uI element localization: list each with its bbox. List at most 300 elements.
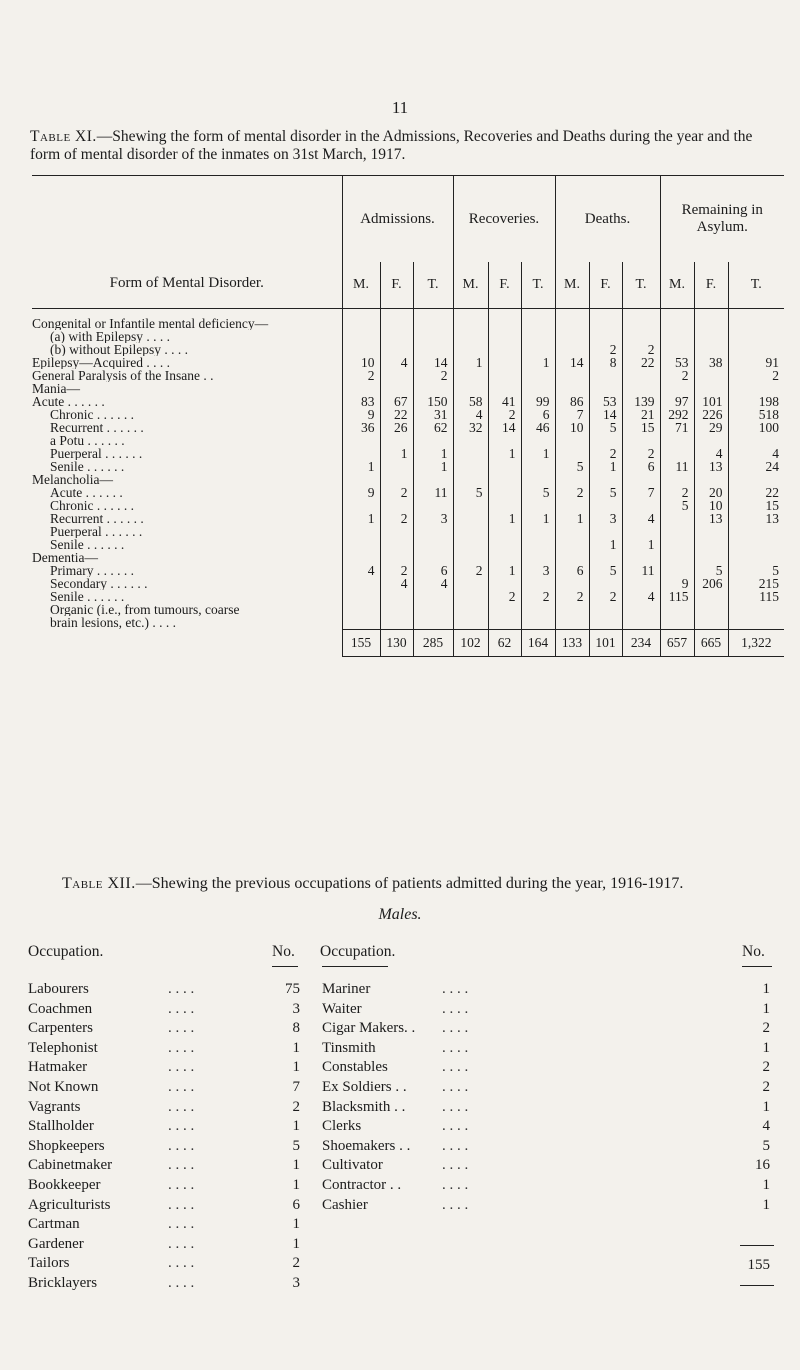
table-cell: 5 bbox=[728, 564, 784, 577]
table-cell bbox=[521, 603, 555, 616]
table-cell bbox=[342, 577, 380, 590]
table-cell bbox=[589, 551, 622, 564]
table-row bbox=[32, 473, 784, 486]
table-cell bbox=[589, 434, 622, 447]
table-cell bbox=[521, 460, 555, 473]
table-row bbox=[32, 512, 784, 525]
table-cell bbox=[380, 309, 413, 331]
occupation-total: 155 bbox=[747, 1257, 770, 1273]
table-cell bbox=[589, 309, 622, 331]
total-cell: 155 bbox=[342, 630, 380, 657]
occupation-count: 2 bbox=[762, 1078, 770, 1095]
table-cell: 5 bbox=[589, 486, 622, 499]
table-cell bbox=[589, 473, 622, 486]
table-cell bbox=[660, 512, 694, 525]
table-cell: 31 bbox=[413, 408, 453, 421]
table-cell bbox=[728, 538, 784, 551]
table-cell: 2 bbox=[555, 590, 589, 603]
table-cell bbox=[728, 330, 784, 343]
row-label: Primary . . . . . . bbox=[50, 564, 134, 577]
subheader-t: T. bbox=[521, 262, 555, 309]
table-cell: 14 bbox=[555, 356, 589, 369]
table-cell bbox=[488, 369, 521, 382]
no-header-left: No. bbox=[272, 943, 295, 960]
row-label: Chronic . . . . . . bbox=[50, 408, 134, 421]
table-cell bbox=[413, 309, 453, 331]
occupation-name: Cigar Makers. . bbox=[322, 1020, 416, 1037]
table-cell bbox=[453, 603, 488, 616]
table-cell bbox=[488, 486, 521, 499]
table-cell: 1 bbox=[555, 512, 589, 525]
table-cell: 4 bbox=[380, 577, 413, 590]
table-cell bbox=[380, 460, 413, 473]
table-cell: 4 bbox=[453, 408, 488, 421]
row-label: Congenital or Infantile mental deficiency— bbox=[32, 316, 269, 330]
table-cell bbox=[380, 590, 413, 603]
table-cell bbox=[413, 603, 453, 616]
occupation-name: Ex Soldiers . . bbox=[322, 1078, 407, 1095]
row-label: Acute . . . . . . bbox=[50, 486, 123, 499]
total-rule-bottom bbox=[740, 1285, 774, 1286]
table-cell bbox=[728, 309, 784, 331]
occupation-count: 2 bbox=[292, 1255, 300, 1272]
table-row bbox=[32, 538, 784, 551]
table-cell bbox=[555, 616, 589, 630]
table-cell bbox=[488, 616, 521, 630]
table-cell bbox=[660, 309, 694, 331]
row-label: Senile . . . . . . bbox=[50, 590, 125, 603]
occupation-count: 2 bbox=[292, 1098, 300, 1115]
table-cell bbox=[342, 434, 380, 447]
list-item bbox=[322, 1098, 770, 1118]
table-row bbox=[32, 421, 784, 434]
table-cell bbox=[342, 616, 380, 630]
table-cell bbox=[589, 369, 622, 382]
table-cell bbox=[589, 499, 622, 512]
table-cell bbox=[521, 551, 555, 564]
table-xii-caption bbox=[62, 875, 782, 893]
table-cell bbox=[694, 616, 728, 630]
table-cell: 1 bbox=[521, 447, 555, 460]
row-label: Puerperal . . . . . . bbox=[50, 447, 143, 460]
total-cell: 130 bbox=[380, 630, 413, 657]
total-cell: 285 bbox=[413, 630, 453, 657]
table-row bbox=[32, 330, 784, 343]
occupation-count: 75 bbox=[285, 981, 300, 997]
table-cell: 2 bbox=[660, 369, 694, 382]
page-number: 11 bbox=[391, 98, 409, 117]
table-cell bbox=[555, 551, 589, 564]
table-cell: 6 bbox=[413, 564, 453, 577]
table-cell bbox=[694, 369, 728, 382]
table-cell: 53 bbox=[589, 395, 622, 408]
table-cell: 1 bbox=[622, 538, 660, 551]
table-cell bbox=[380, 369, 413, 382]
occupation-count: 1 bbox=[292, 1039, 300, 1056]
table-cell: 2 bbox=[380, 486, 413, 499]
no-rule-left bbox=[272, 966, 298, 967]
list-item bbox=[28, 1137, 300, 1157]
table-cell: 1 bbox=[589, 538, 622, 551]
table-cell bbox=[622, 369, 660, 382]
table-cell bbox=[380, 603, 413, 616]
table-cell: 14 bbox=[488, 421, 521, 434]
table-cell: 3 bbox=[589, 512, 622, 525]
table-cell: 2 bbox=[589, 447, 622, 460]
table-cell bbox=[589, 525, 622, 538]
table-xi bbox=[32, 175, 784, 657]
table-cell bbox=[488, 499, 521, 512]
table-cell bbox=[555, 309, 589, 331]
table-cell: 4 bbox=[342, 564, 380, 577]
leader-dots: . . . . bbox=[168, 1196, 195, 1213]
table-row bbox=[32, 564, 784, 577]
table-cell bbox=[555, 447, 589, 460]
table-cell bbox=[488, 460, 521, 473]
leader-dots: . . . . bbox=[442, 1176, 469, 1193]
table-cell: 1 bbox=[413, 460, 453, 473]
table-cell: 1 bbox=[521, 512, 555, 525]
table-cell bbox=[660, 525, 694, 538]
table-cell: 62 bbox=[413, 421, 453, 434]
table-cell: 26 bbox=[380, 421, 413, 434]
table-cell: 9 bbox=[342, 486, 380, 499]
table-cell: 1 bbox=[413, 447, 453, 460]
table-cell bbox=[453, 447, 488, 460]
table-cell: 22 bbox=[728, 486, 784, 499]
table-cell bbox=[728, 525, 784, 538]
table-row bbox=[32, 486, 784, 499]
table-cell: 215 bbox=[728, 577, 784, 590]
row-label: Recurrent . . . . . . bbox=[50, 512, 144, 525]
table-cell: 83 bbox=[342, 395, 380, 408]
row-label: (a) with Epilepsy . . . . bbox=[50, 330, 170, 343]
occupation-count: 1 bbox=[762, 1176, 770, 1193]
table-row bbox=[32, 551, 784, 564]
table-cell: 101 bbox=[694, 395, 728, 408]
occupation-count: 1 bbox=[762, 981, 770, 997]
table-cell bbox=[488, 551, 521, 564]
occupation-count: 1 bbox=[762, 1196, 770, 1213]
row-label: General Paralysis of the Insane . . bbox=[32, 369, 214, 382]
males-subtitle: Males. bbox=[378, 906, 422, 923]
table-cell bbox=[453, 473, 488, 486]
row-label: Senile . . . . . . bbox=[50, 460, 125, 473]
table-cell: 22 bbox=[622, 356, 660, 369]
table-cell bbox=[453, 369, 488, 382]
list-item bbox=[28, 1058, 300, 1078]
subheader-m: M. bbox=[660, 262, 694, 309]
list-item bbox=[28, 1274, 300, 1294]
table-cell bbox=[380, 499, 413, 512]
row-label: Chronic . . . . . . bbox=[50, 499, 134, 512]
table-cell: 1 bbox=[342, 460, 380, 473]
table-xii-label: Table XII. bbox=[62, 875, 136, 892]
table-cell: 67 bbox=[380, 395, 413, 408]
total-cell: 657 bbox=[660, 630, 694, 657]
row-label: Puerperal . . . . . . bbox=[50, 525, 143, 538]
occupation-count: 3 bbox=[292, 1000, 300, 1017]
table-cell bbox=[660, 616, 694, 630]
table-cell bbox=[555, 603, 589, 616]
occupation-name: Cartman bbox=[28, 1216, 80, 1233]
table-cell bbox=[380, 538, 413, 551]
table-cell: 2 bbox=[728, 369, 784, 382]
table-cell bbox=[453, 590, 488, 603]
leader-dots: . . . . bbox=[442, 1196, 469, 1213]
list-item bbox=[28, 1117, 300, 1137]
table-cell: 2 bbox=[521, 590, 555, 603]
table-row bbox=[32, 447, 784, 460]
occupation-name: Stallholder bbox=[28, 1118, 94, 1135]
table-cell: 150 bbox=[413, 395, 453, 408]
leader-dots: . . . . bbox=[168, 981, 195, 997]
table-row bbox=[32, 616, 784, 630]
row-label: (b) without Epilepsy . . . . bbox=[50, 343, 188, 356]
occupation-count: 1 bbox=[762, 1000, 770, 1017]
list-item bbox=[28, 1215, 300, 1235]
table-cell bbox=[453, 499, 488, 512]
table-cell: 1 bbox=[342, 512, 380, 525]
occupation-name: Clerks bbox=[322, 1118, 362, 1135]
leader-dots: . . . . bbox=[442, 1039, 469, 1056]
table-cell: 38 bbox=[694, 356, 728, 369]
table-cell: 1 bbox=[488, 564, 521, 577]
table-cell bbox=[694, 434, 728, 447]
subheader-t: T. bbox=[728, 262, 784, 309]
table-cell: 46 bbox=[521, 421, 555, 434]
total-rule-top bbox=[740, 1245, 774, 1246]
no-header-right: No. bbox=[742, 943, 765, 960]
table-cell bbox=[728, 603, 784, 616]
table-cell: 1 bbox=[488, 447, 521, 460]
leader-dots: . . . . bbox=[442, 1059, 469, 1076]
table-cell: 198 bbox=[728, 395, 784, 408]
table-row bbox=[32, 356, 784, 369]
table-cell: 4 bbox=[622, 590, 660, 603]
deaths-header: Deaths. bbox=[555, 176, 660, 263]
occupation-count: 1 bbox=[292, 1059, 300, 1076]
subheader-f: F. bbox=[589, 262, 622, 309]
table-cell: 21 bbox=[622, 408, 660, 421]
table-cell: 115 bbox=[660, 590, 694, 603]
leader-dots: . . . . bbox=[442, 981, 469, 997]
table-cell bbox=[413, 538, 453, 551]
occupation-count: 1 bbox=[292, 1235, 300, 1252]
row-label: a Potu . . . . . . bbox=[50, 434, 125, 447]
occupation-name: Mariner bbox=[322, 981, 371, 997]
admissions-header: Admissions. bbox=[342, 176, 453, 263]
occupation-count: 2 bbox=[762, 1059, 770, 1076]
list-item bbox=[28, 1156, 300, 1176]
table-cell: 2 bbox=[660, 486, 694, 499]
list-item bbox=[322, 1019, 770, 1039]
table-cell bbox=[694, 551, 728, 564]
table-cell: 5 bbox=[453, 486, 488, 499]
table-row bbox=[32, 499, 784, 512]
occupation-count: 1 bbox=[292, 1157, 300, 1174]
leader-dots: . . . . bbox=[442, 1137, 469, 1154]
total-cell: 133 bbox=[555, 630, 589, 657]
table-cell bbox=[413, 525, 453, 538]
occupation-name: Bricklayers bbox=[28, 1274, 98, 1291]
table-cell bbox=[488, 434, 521, 447]
occupation-count: 1 bbox=[292, 1176, 300, 1193]
table-cell: 20 bbox=[694, 486, 728, 499]
table-cell bbox=[453, 525, 488, 538]
table-cell bbox=[521, 369, 555, 382]
leader-dots: . . . . bbox=[168, 1176, 195, 1193]
row-label: Dementia— bbox=[32, 551, 98, 564]
total-cell: 102 bbox=[453, 630, 488, 657]
leader-dots: . . . . bbox=[168, 1118, 195, 1135]
table-row bbox=[32, 382, 784, 395]
table-cell: 6 bbox=[622, 460, 660, 473]
table-cell bbox=[555, 434, 589, 447]
table-cell: 10 bbox=[342, 356, 380, 369]
subheader-t: T. bbox=[622, 262, 660, 309]
table-cell: 32 bbox=[453, 421, 488, 434]
subheader-m: M. bbox=[453, 262, 488, 309]
table-cell: 2 bbox=[589, 590, 622, 603]
list-item bbox=[322, 1176, 770, 1196]
occupation-count: 7 bbox=[292, 1078, 300, 1095]
row-label: Secondary . . . . . . bbox=[50, 577, 148, 590]
table-cell: 2 bbox=[622, 447, 660, 460]
table-row bbox=[32, 525, 784, 538]
occupation-name: Blacksmith . . bbox=[322, 1098, 406, 1115]
table-row bbox=[32, 460, 784, 473]
table-cell: 10 bbox=[555, 421, 589, 434]
table-cell: 1 bbox=[589, 460, 622, 473]
row-label: Acute . . . . . . bbox=[32, 395, 105, 408]
form-of-disorder-header: Form of Mental Disorder. bbox=[32, 176, 342, 309]
table-cell: 2 bbox=[413, 369, 453, 382]
table-cell: 11 bbox=[660, 460, 694, 473]
leader-dots: . . . . bbox=[168, 1255, 195, 1272]
table-cell: 53 bbox=[660, 356, 694, 369]
table-cell bbox=[521, 577, 555, 590]
table-cell: 13 bbox=[728, 512, 784, 525]
table-cell: 15 bbox=[728, 499, 784, 512]
table-cell bbox=[521, 473, 555, 486]
leader-dots: . . . . bbox=[168, 1078, 195, 1095]
list-item bbox=[28, 1235, 300, 1255]
subheader-m: M. bbox=[555, 262, 589, 309]
table-cell bbox=[521, 309, 555, 331]
subheader-m: M. bbox=[342, 262, 380, 309]
list-item bbox=[322, 1117, 770, 1137]
table-cell bbox=[521, 538, 555, 551]
table-row bbox=[32, 590, 784, 603]
total-cell: 665 bbox=[694, 630, 728, 657]
table-cell: 2 bbox=[589, 343, 622, 356]
occupation-count: 5 bbox=[292, 1137, 300, 1154]
table-cell: 1 bbox=[488, 512, 521, 525]
occupation-name: Agriculturists bbox=[28, 1196, 111, 1213]
table-cell bbox=[488, 538, 521, 551]
occupation-count: 1 bbox=[762, 1039, 770, 1056]
total-cell: 101 bbox=[589, 630, 622, 657]
row-label: brain lesions, etc.) . . . . bbox=[50, 616, 176, 630]
table-cell: 518 bbox=[728, 408, 784, 421]
table-cell bbox=[660, 538, 694, 551]
occupation-name: Tinsmith bbox=[322, 1039, 376, 1056]
table-cell: 2 bbox=[380, 512, 413, 525]
list-item bbox=[322, 1000, 770, 1020]
table-cell bbox=[589, 616, 622, 630]
table-cell bbox=[694, 309, 728, 331]
occupation-header-right: Occupation. bbox=[320, 943, 396, 960]
table-cell bbox=[453, 434, 488, 447]
table-cell bbox=[342, 330, 380, 343]
list-item bbox=[322, 1058, 770, 1078]
subheader-f: F. bbox=[488, 262, 521, 309]
list-item bbox=[28, 1000, 300, 1020]
list-item bbox=[28, 1176, 300, 1196]
table-cell bbox=[622, 616, 660, 630]
table-cell bbox=[521, 434, 555, 447]
table-cell bbox=[521, 343, 555, 356]
table-cell: 5 bbox=[521, 486, 555, 499]
occupation-name: Bookkeeper bbox=[28, 1176, 101, 1193]
occupation-rule-right bbox=[322, 966, 388, 967]
occupation-count: 8 bbox=[292, 1020, 300, 1037]
leader-dots: . . . . bbox=[442, 1020, 469, 1037]
table-cell bbox=[413, 616, 453, 630]
table-row bbox=[32, 408, 784, 421]
list-item bbox=[322, 1039, 770, 1059]
total-cell: 164 bbox=[521, 630, 555, 657]
table-cell bbox=[555, 577, 589, 590]
table-cell bbox=[453, 309, 488, 331]
remaining-header: Remaining in Asylum. bbox=[660, 176, 784, 263]
table-row bbox=[32, 309, 784, 331]
table-cell bbox=[342, 603, 380, 616]
table-cell bbox=[521, 525, 555, 538]
occupation-name: Shoemakers . . bbox=[322, 1137, 411, 1154]
table-cell bbox=[453, 460, 488, 473]
leader-dots: . . . . bbox=[168, 1059, 195, 1076]
table-cell: 292 bbox=[660, 408, 694, 421]
table-cell bbox=[453, 616, 488, 630]
table-cell bbox=[488, 309, 521, 331]
leader-dots: . . . . bbox=[442, 1000, 469, 1017]
subheader-f: F. bbox=[380, 262, 413, 309]
table-cell: 5 bbox=[555, 460, 589, 473]
list-item bbox=[322, 1156, 770, 1176]
table-cell: 8 bbox=[589, 356, 622, 369]
table-cell bbox=[589, 330, 622, 343]
table-cell: 5 bbox=[589, 421, 622, 434]
occupation-count: 16 bbox=[755, 1157, 770, 1174]
table-cell: 86 bbox=[555, 395, 589, 408]
table-cell: 5 bbox=[694, 564, 728, 577]
table-cell bbox=[453, 512, 488, 525]
table-cell: 5 bbox=[589, 564, 622, 577]
occupation-list-left bbox=[28, 980, 300, 1294]
table-cell: 3 bbox=[413, 512, 453, 525]
table-cell: 13 bbox=[694, 460, 728, 473]
table-cell bbox=[380, 525, 413, 538]
occupation-count: 2 bbox=[762, 1020, 770, 1037]
occupation-name: Hatmaker bbox=[28, 1059, 88, 1076]
table-cell: 13 bbox=[694, 512, 728, 525]
table-cell bbox=[660, 473, 694, 486]
occupation-name: Constables bbox=[322, 1059, 388, 1076]
table-cell: 36 bbox=[342, 421, 380, 434]
table-cell: 2 bbox=[622, 343, 660, 356]
